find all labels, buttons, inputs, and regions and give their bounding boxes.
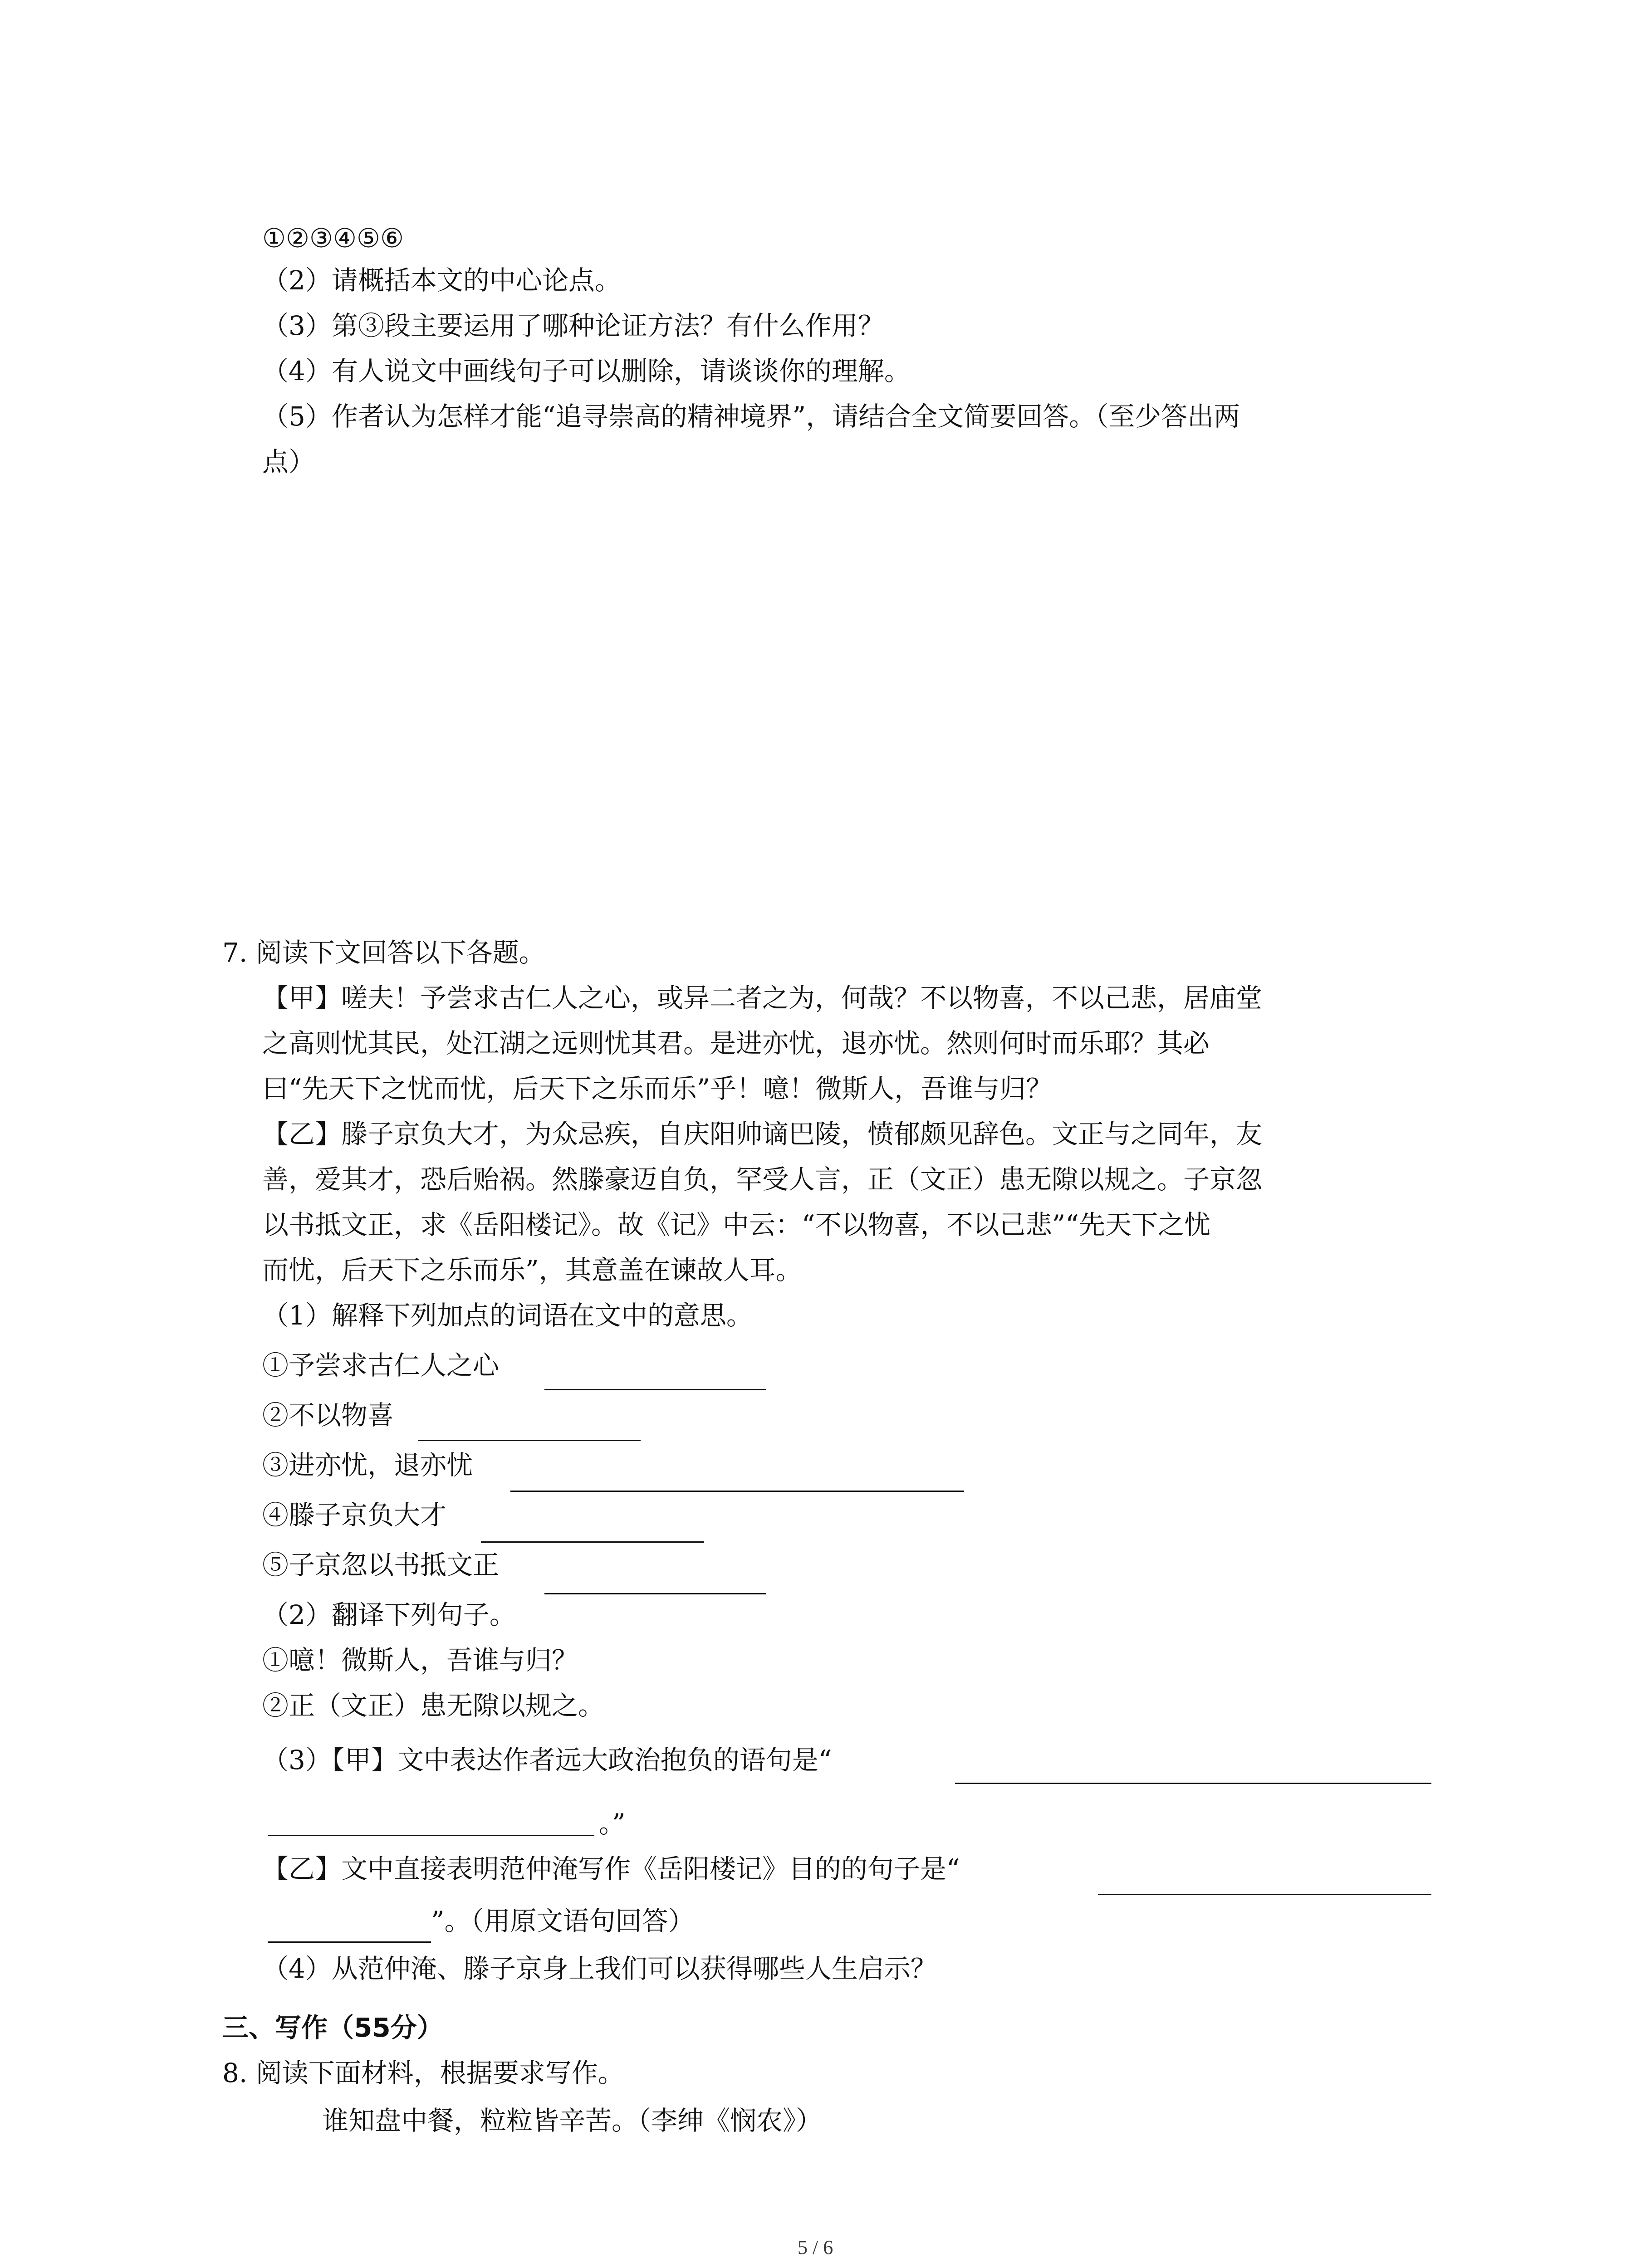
translation-item-1: ①噫！微斯人，吾谁与归？ (262, 1645, 578, 1676)
yi-line-2: 善，爱其才，恐后贻祸。然滕豪迈自负，罕受人言，正（文正）患无隙以规之。子京忽 (262, 1164, 1263, 1195)
definition-item-2: ②不以物喜 (262, 1400, 394, 1431)
question-5-line-1: （5）作者认为怎样才能“追寻崇高的精神境界”，请结合全文简要回答。（至少答出两 (262, 401, 1240, 432)
jia-line-3: 曰“先天下之忧而忧，后天下之乐而乐”乎！噫！微斯人，吾谁与归？ (262, 1073, 1053, 1104)
definition-item-5: ⑤子京忽以书抵文正 (262, 1549, 500, 1580)
circled-number-list: ①②③④⑤⑥ (262, 223, 404, 254)
definition-item-4: ④滕子京负大才 (262, 1500, 447, 1530)
definition-item-1: ①予尝求古仁人之心 (262, 1350, 500, 1381)
question-3: （3）第③段主要运用了哪种论证方法？有什么作用？ (262, 310, 884, 341)
yi-line-1: 【乙】滕子京负大才，为众忌疾，自庆阳帅谪巴陵，愤郁颇见辞色。文正与之同年，友 (262, 1119, 1263, 1149)
page-number: 5 / 6 (798, 2236, 833, 2258)
answer-blank-4[interactable] (481, 1541, 704, 1543)
sub-question-3b: 【乙】文中直接表明范仲淹写作《岳阳楼记》目的的句子是“ (262, 1853, 960, 1884)
yi-line-4: 而忧，后天下之乐而乐”，其意盖在谏故人耳。 (262, 1255, 802, 1286)
question-5-line-2: 点） (262, 446, 315, 477)
sub-question-3b-end: ”。（用原文语句回答） (431, 1906, 695, 1936)
jia-line-1: 【甲】嗟夫！予尝求古仁人之心，或异二者之为，何哉？不以物喜，不以己悲，居庙堂 (262, 982, 1263, 1013)
question-4: （4）有人说文中画线句子可以删除，请谈谈你的理解。 (262, 356, 911, 386)
answer-blank-2[interactable] (418, 1440, 641, 1441)
yi-line-3: 以书抵文正，求《岳阳楼记》。故《记》中云：“不以物喜，不以己悲”“先天下之忧 (262, 1209, 1210, 1240)
answer-blank-3b-line-1[interactable] (1098, 1894, 1431, 1895)
sub-question-1: （1）解释下列加点的词语在文中的意思。 (262, 1300, 753, 1331)
sub-question-3a-end: 。” (599, 1808, 626, 1839)
answer-blank-1[interactable] (544, 1389, 766, 1390)
question-2: （2）请概括本文的中心论点。 (262, 265, 621, 296)
answer-blank-3a-line-1[interactable] (955, 1783, 1431, 1784)
quote-material: 谁知盘中餐，粒粒皆辛苦。（李绅《悯农》） (322, 2105, 823, 2136)
question-8-title: 8. 阅读下面材料，根据要求写作。 (222, 2058, 624, 2088)
sub-question-2: （2）翻译下列句子。 (262, 1599, 516, 1630)
translation-item-2: ②正（文正）患无隙以规之。 (262, 1690, 605, 1721)
definition-item-3: ③进亦忧，退亦忧 (262, 1450, 473, 1481)
section-3-heading: 三、写作（55分） (222, 2012, 443, 2043)
sub-question-3a: （3）【甲】文中表达作者远大政治抱负的语句是“ (262, 1745, 832, 1775)
answer-blank-3b-line-2[interactable] (268, 1941, 431, 1943)
answer-blank-5[interactable] (544, 1593, 766, 1594)
question-7-title: 7. 阅读下文回答以下各题。 (222, 937, 545, 968)
jia-line-2: 之高则忧其民，处江湖之远则忧其君。是进亦忧，退亦忧。然则何时而乐耶？其必 (262, 1028, 1210, 1059)
sub-question-4: （4）从范仲淹、滕子京身上我们可以获得哪些人生启示？ (262, 1953, 937, 1984)
answer-blank-3a-line-2[interactable] (268, 1835, 594, 1836)
answer-blank-3[interactable] (510, 1491, 964, 1492)
